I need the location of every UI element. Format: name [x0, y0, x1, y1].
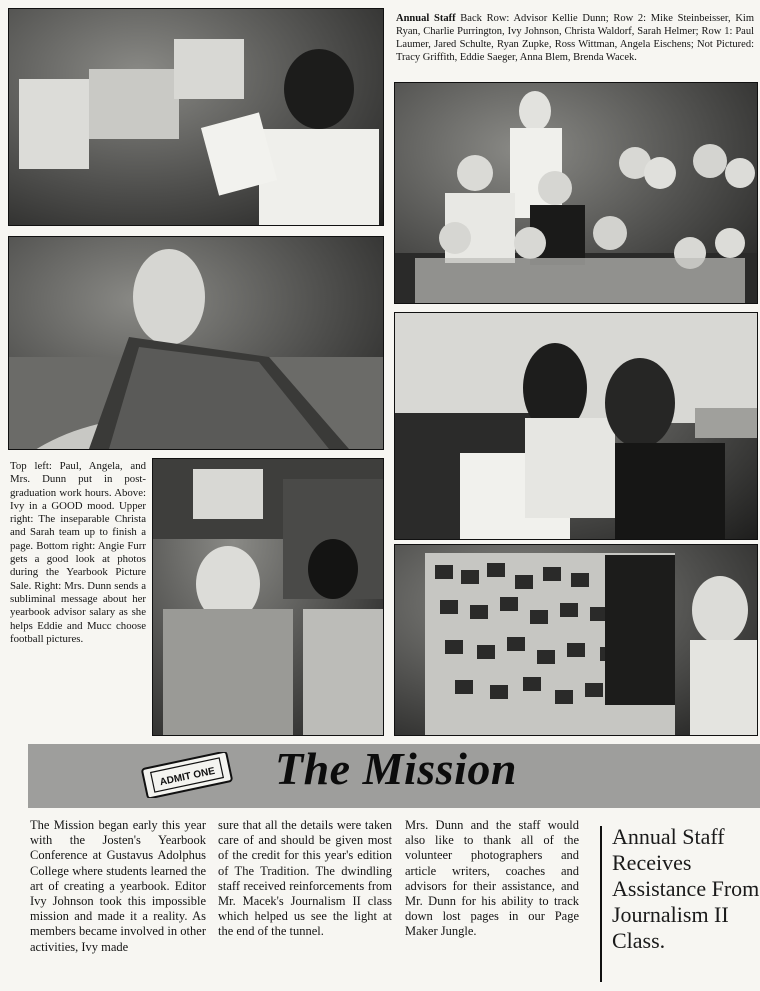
- staff-caption: [396, 12, 754, 64]
- ticket-text: ADMIT ONE: [158, 765, 217, 789]
- side-headline: Annual Staff Receives Assistance From Journalism II Class.: [612, 824, 760, 953]
- article-column-2: sure that all the details were taken care of and should be given most of the credit for this year's edition of The Tradition. The dwindling staff received reinforcements from Mr. Macek's Journalism II class which helped us see the light at the end of the tunnel.: [218, 818, 392, 939]
- admit-one-ticket-icon: [138, 752, 236, 798]
- staff-caption-label: Annual Staff: [396, 13, 456, 24]
- article-column-3: Mrs. Dunn and the staff would also like to thank all of the volunteer photographers and article writers, coaches and advisors for their assistance, and Mr. Dunn for his ability to track down lost pages in our Page Maker Jungle.: [405, 818, 579, 939]
- page-title: The Mission: [275, 743, 517, 794]
- side-rule: [600, 826, 602, 982]
- photo-christa-and-sarah: [394, 312, 758, 540]
- photo-dunn-eddie-mucc: [152, 458, 384, 736]
- photo-top-left-computer-lab: [8, 8, 384, 226]
- staff-caption-text: Back Row: Advisor Kellie Dunn; Row 2: Mike Steinbeisser, Kim Ryan, Charlie Purrington, Ivy Johnson, Christa Waldorf, Sarah Helmer; Row 1: Paul Laumer, Jared Schulte, Ryan Zupke, Ross Wittman, Angela Eischens; Not Pictured: Tracy Griffith, Eddie Saeger, Anna Blem, Brenda Wacek.: [396, 13, 754, 63]
- photo-ivy-on-floor: [8, 236, 384, 450]
- article-column-1: The Mission began early this year with the Josten's Yearbook Conference at Gustavus Adolphus College where students learned the art of creating a yearbook. Editor Ivy Johnson took this impossible mission and made it a reality. As members became involved in other activities, Ivy made: [30, 818, 206, 954]
- photo-annual-staff-group: [394, 82, 758, 304]
- photo-caption: Top left: Paul, Angela, and Mrs. Dunn put in post-graduation work hours. Above: Ivy in a GOOD mood. Upper right: The inseparable Christa and Sarah team up to finish a page. Bottom right: Angie Furr gets a good look at photos during the Yearbook Picture Sale. Right: Mrs. Dunn sends a subliminal message about her yearbook advisor salary as she helps Eddie and Mucc choose football pictures.: [10, 460, 146, 645]
- photo-yearbook-picture-sale: [394, 544, 758, 736]
